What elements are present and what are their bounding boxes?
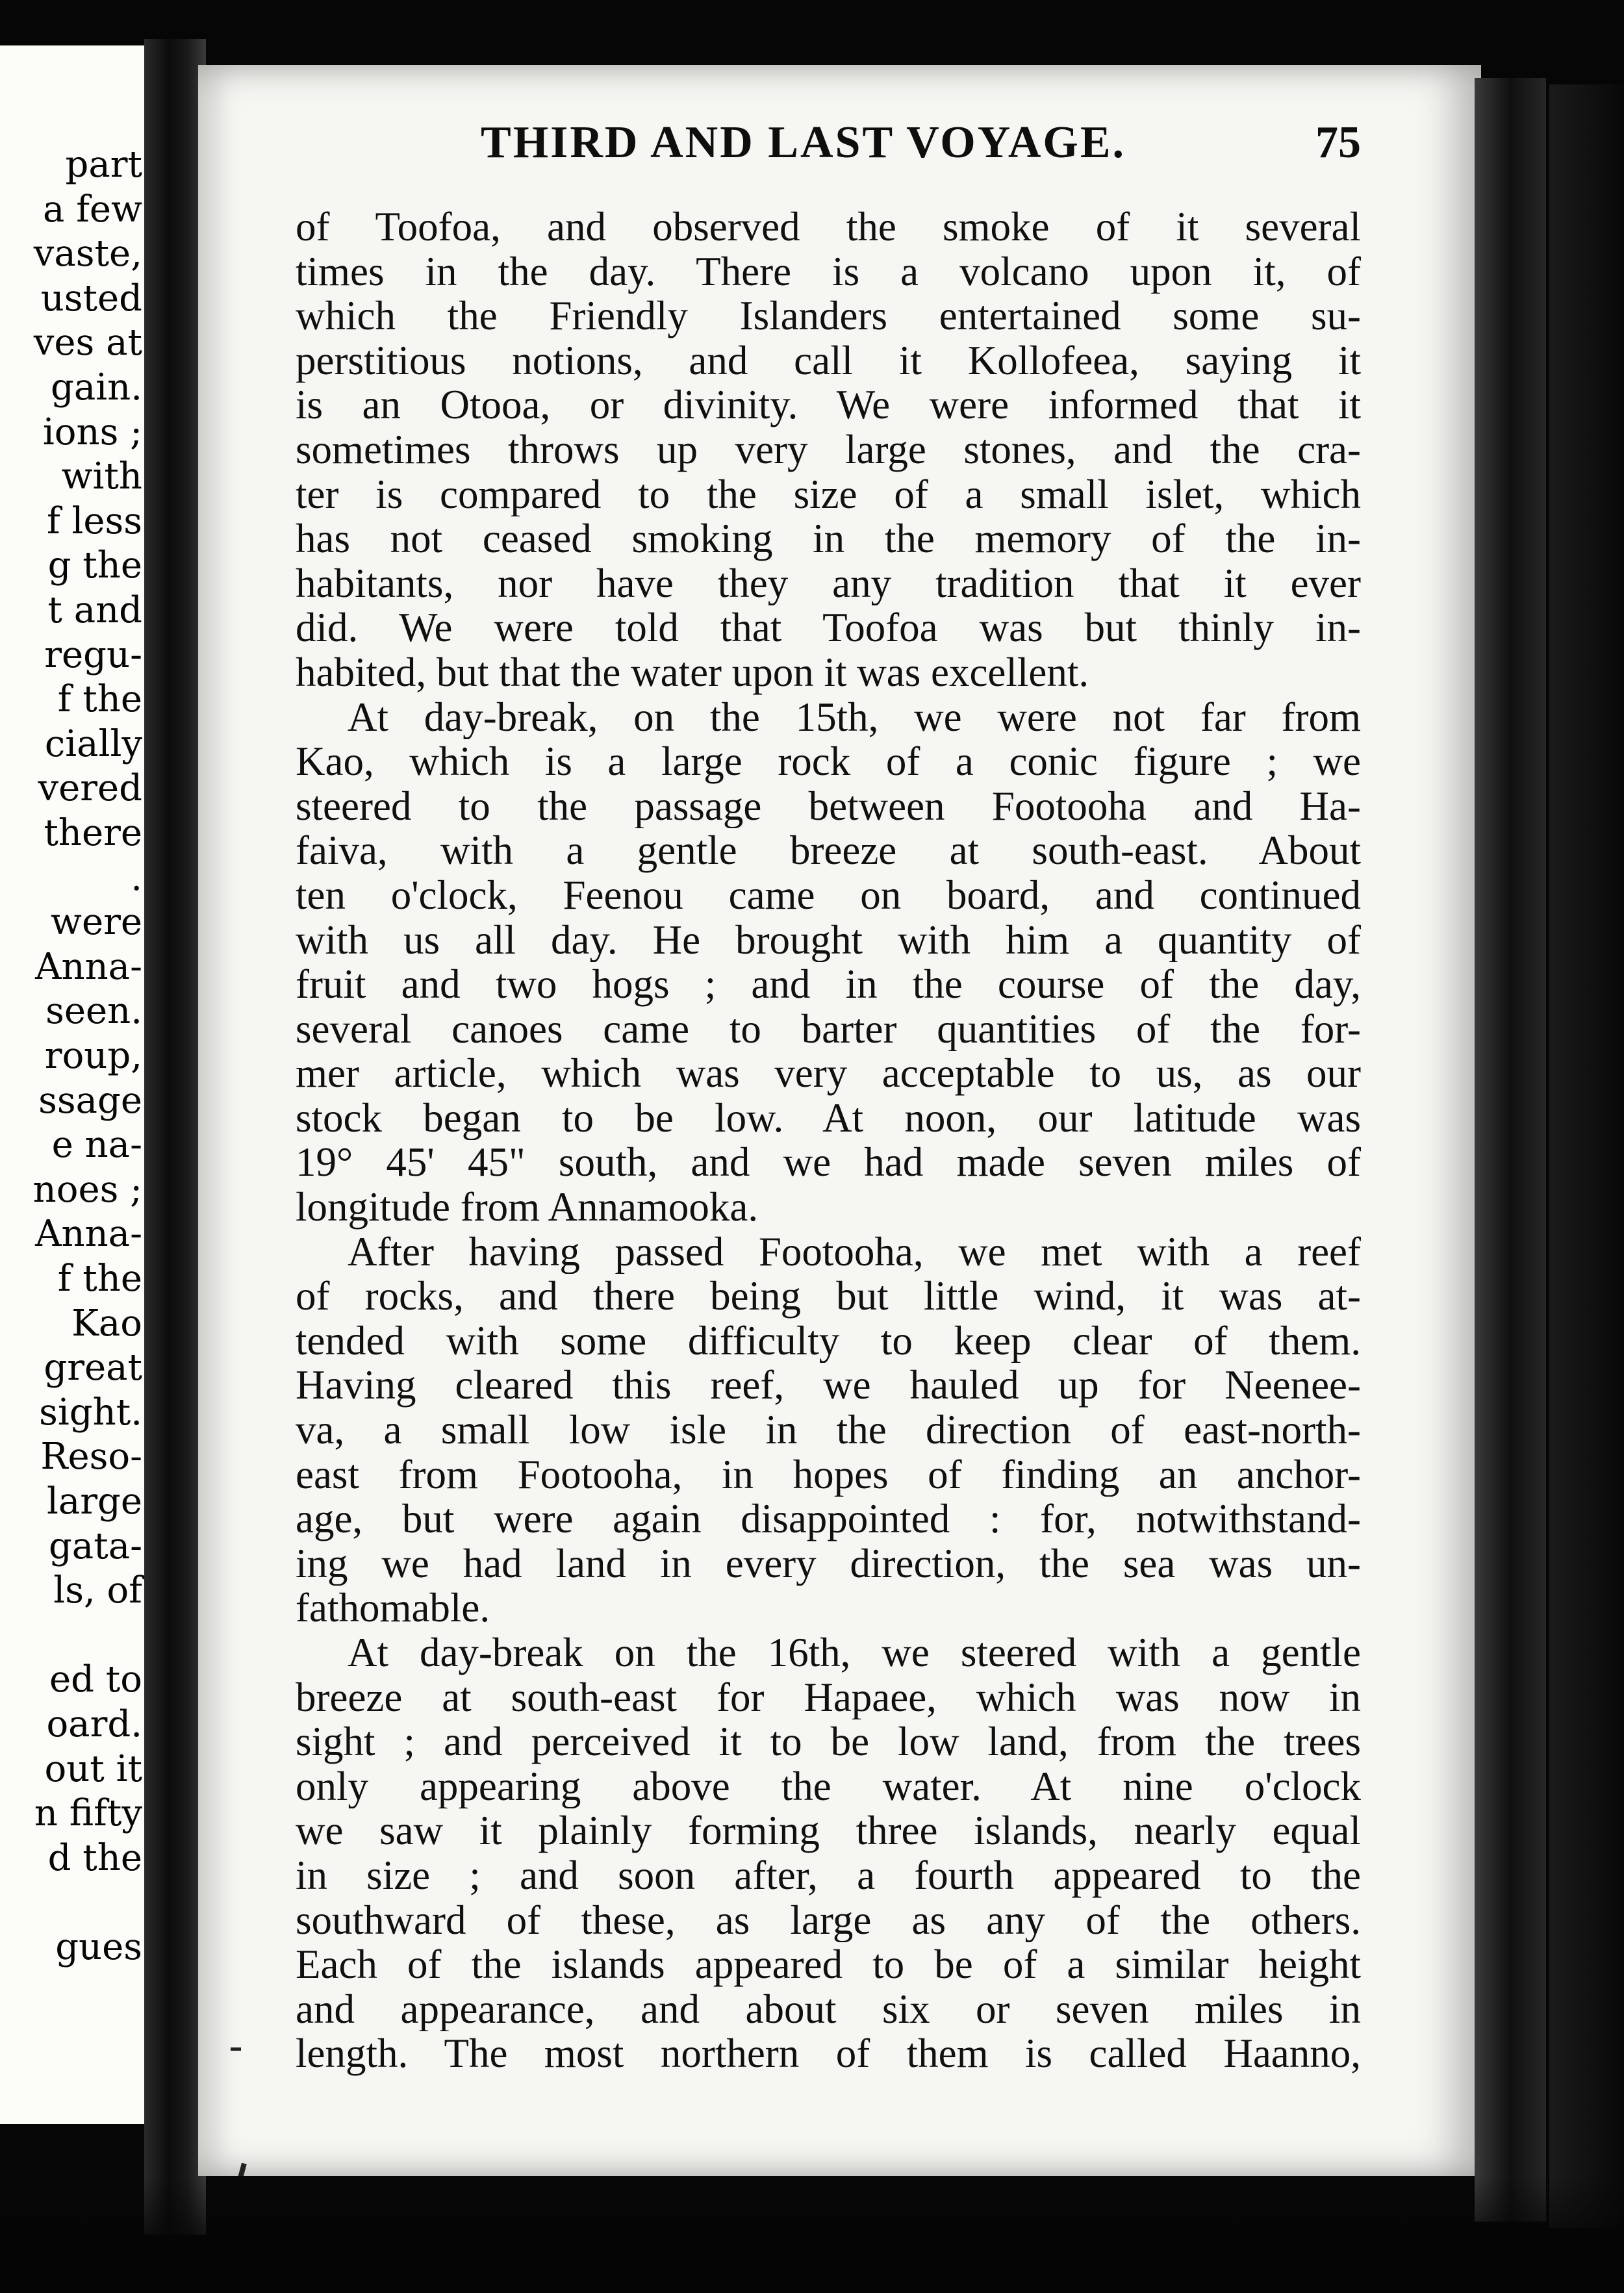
left-page-fragment: out it <box>44 1747 142 1790</box>
left-page-fragment: g the <box>47 544 142 587</box>
text-line: fathomable. <box>296 1586 490 1630</box>
text-line: perstitious notions, and call it Kollofeea, saying it <box>296 338 1361 383</box>
left-page-fragment: gata- <box>48 1525 142 1567</box>
left-page-fragment: there <box>44 812 142 854</box>
text-line: mer article, which was very acceptable to us, as our <box>296 1051 1361 1096</box>
text-line: ten o'clock, Feenou came on board, and continued <box>296 872 1361 918</box>
text-line: sometimes throws up very large stones, and the cra- <box>296 427 1361 472</box>
left-page-fragment: ssage <box>38 1079 142 1122</box>
left-page-fragment: f the <box>57 1258 142 1300</box>
text-line: stock began to be low. At noon, our latitude was <box>296 1095 1361 1141</box>
left-page-fragment: Reso- <box>40 1436 142 1478</box>
left-page-fragment: ls, of <box>53 1569 142 1612</box>
left-page-fragment: usted <box>40 277 142 320</box>
left-page-fragment: Kao <box>71 1302 142 1345</box>
left-facing-page <box>0 45 146 2124</box>
text-line: fruit and two hogs ; and in the course of the day, <box>296 962 1361 1007</box>
text-line: we saw it plainly forming three islands, nearly equal <box>296 1808 1361 1853</box>
text-line: Having cleared this reef, we hauled up for Neenee- <box>296 1363 1361 1408</box>
text-line: east from Footooha, in hopes of finding an anchor- <box>296 1452 1361 1497</box>
left-page-fragment: f the <box>57 678 142 721</box>
left-page-fragment: roup, <box>44 1035 142 1077</box>
left-page-fragment: a few <box>43 188 142 231</box>
page-edge-right <box>1475 78 1546 2222</box>
main-page <box>198 65 1481 2176</box>
left-page-fragment: f less <box>46 500 142 542</box>
text-line: va, a small low isle in the direction of east-north- <box>296 1408 1361 1452</box>
ink-dash <box>231 2047 241 2051</box>
text-line: longitude from Annamooka. <box>296 1185 759 1230</box>
text-line: habited, but that the water upon it was excellent. <box>296 650 1089 695</box>
left-page-fragment: regu- <box>44 633 142 676</box>
text-line: sight ; and perceived it to be low land, from the trees <box>296 1719 1361 1764</box>
text-line: did. We were told that Toofoa was but thinly in- <box>296 605 1361 650</box>
text-line: of Toofoa, and observed the smoke of it several <box>296 205 1361 249</box>
text-line: age, but were again disappointed : for, notwithstand- <box>296 1497 1361 1541</box>
left-page-fragment: d the <box>47 1836 142 1879</box>
left-page-fragment: ves at <box>33 322 142 364</box>
left-page-fragment: with <box>61 455 142 498</box>
left-page-fragment: t and <box>47 589 142 631</box>
left-page-fragment: vaste, <box>33 233 142 275</box>
left-page-fragment: noes ; <box>32 1168 142 1211</box>
body-text <box>296 205 1361 2076</box>
book-gutter <box>144 39 206 2235</box>
text-line: faiva, with a gentle breeze at south-east. About <box>296 828 1361 873</box>
book-cover-edge <box>1549 84 1624 2228</box>
text-line: ing we had land in every direction, the sea was un- <box>296 1541 1361 1586</box>
left-page-fragment: ions ; <box>42 411 142 453</box>
page-number: 75 <box>1315 118 1361 168</box>
left-page-fragment: great <box>44 1347 142 1389</box>
left-page-fragment: . <box>131 856 142 899</box>
left-page-fragment: n fifty <box>34 1792 142 1835</box>
text-line: southward of these, as large as any of the others. <box>296 1897 1361 1943</box>
text-line: with us all day. He brought with him a quantity of <box>296 917 1361 963</box>
text-line: is an Otooa, or divinity. We were informed that it <box>296 383 1361 427</box>
text-line: steered to the passage between Footooha and Ha- <box>296 783 1361 829</box>
left-page-fragment: oard. <box>46 1703 142 1745</box>
running-head: THIRD AND LAST VOYAGE. <box>481 118 1126 168</box>
text-line: has not ceased smoking in the memory of the in- <box>296 516 1361 561</box>
text-line: tended with some difficulty to keep clear of them. <box>296 1318 1361 1363</box>
ink-mark <box>235 2163 247 2176</box>
left-page-fragment: gues <box>55 1926 142 1968</box>
left-page-fragment: e na- <box>51 1124 142 1167</box>
left-page-fragment: part <box>65 144 142 186</box>
text-line: length. The most northern of them is called Haanno, <box>296 2031 1361 2076</box>
text-line: of rocks, and there being but little wind, it was at- <box>296 1274 1361 1319</box>
left-page-fragment: ed to <box>49 1658 142 1701</box>
text-line: ter is compared to the size of a small islet, which <box>296 472 1361 517</box>
left-page-fragment: seen. <box>45 990 142 1033</box>
left-page-fragment: vered <box>38 767 142 810</box>
bottom-shadow <box>0 2176 1624 2293</box>
text-line: times in the day. There is a volcano upon it, of <box>296 249 1361 294</box>
text-line: which the Friendly Islanders entertained some su- <box>296 294 1361 338</box>
text-line: At day-break, on the 15th, we were not far from <box>348 694 1361 740</box>
text-line: Each of the islands appeared to be of a similar height <box>296 1942 1361 1987</box>
left-page-fragment: large <box>46 1480 142 1523</box>
left-page-fragment: Anna- <box>35 1213 142 1256</box>
text-line: only appearing above the water. At nine o'clock <box>296 1764 1361 1809</box>
left-page-fragment: Anna- <box>35 945 142 988</box>
left-page-fragment: gain. <box>50 366 142 409</box>
text-line: Kao, which is a large rock of a conic figure ; we <box>296 739 1361 784</box>
left-page-fragment: were <box>51 901 142 944</box>
text-line: and appearance, and about six or seven miles in <box>296 1986 1361 2032</box>
left-page-fragment: cially <box>44 722 142 765</box>
left-page-fragment: sight. <box>39 1391 142 1434</box>
text-line: 19° 45' 45" south, and we had made seven miles of <box>296 1140 1361 1185</box>
text-line: in size ; and soon after, a fourth appeared to the <box>296 1853 1361 1898</box>
text-line: habitants, nor have they any tradition that it ever <box>296 561 1361 606</box>
text-line: breeze at south-east for Hapaee, which was now in <box>296 1675 1361 1720</box>
text-line: After having passed Footooha, we met with a reef <box>348 1229 1361 1274</box>
text-line: several canoes came to barter quantities of the for- <box>296 1006 1361 1052</box>
text-line: At day-break on the 16th, we steered with a gentle <box>348 1630 1361 1675</box>
